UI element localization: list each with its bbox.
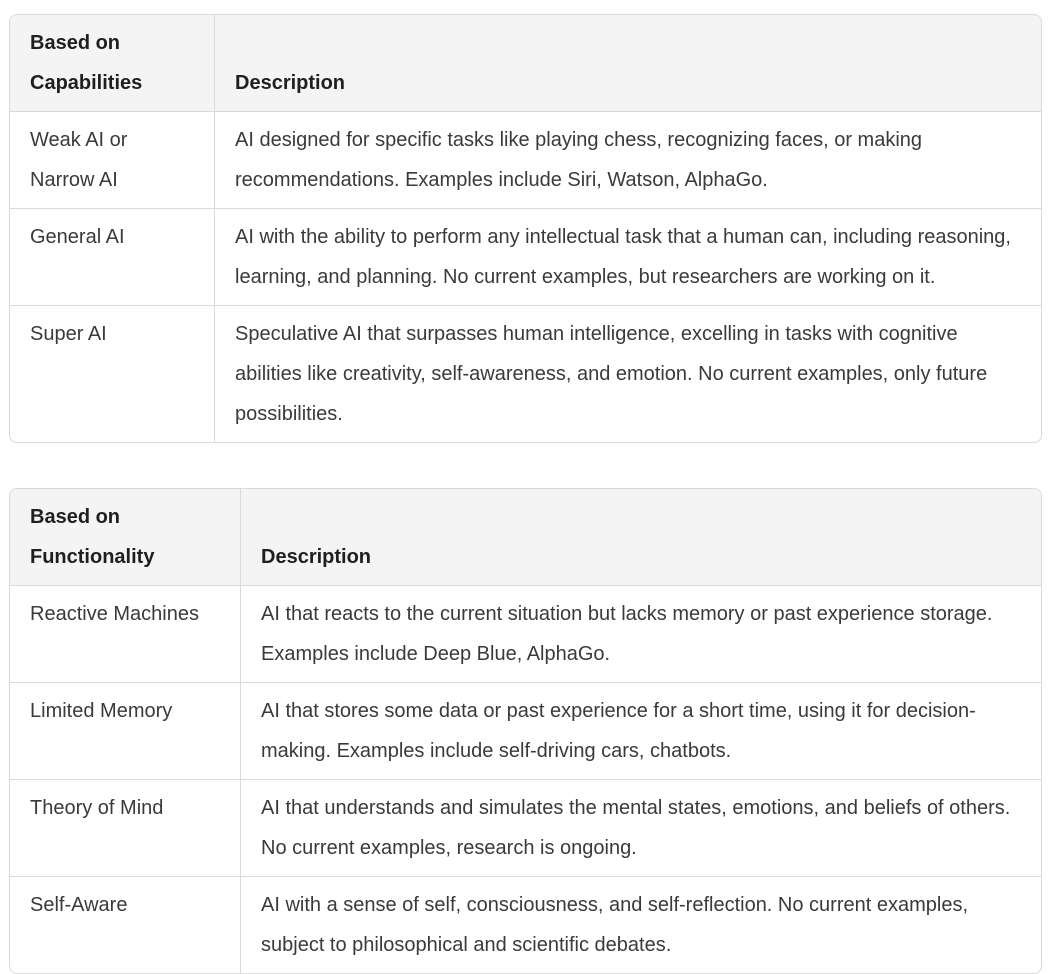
column-header-capabilities: Based on Capabilities <box>10 15 215 112</box>
type-cell: Super AI <box>10 306 215 442</box>
column-header-description: Description <box>241 489 1041 586</box>
functionality-table <box>9 488 1042 974</box>
column-header-functionality: Based on Functionality <box>10 489 241 586</box>
table-row <box>10 112 1041 209</box>
description-cell: Speculative AI that surpasses human intelligence, excelling in tasks with cognitive abilities like creativity, self-awareness, and emotion. No current examples, only future possibilities. <box>235 323 988 425</box>
table-row <box>10 877 1041 973</box>
type-cell: General AI <box>10 209 215 306</box>
type-cell: Theory of Mind <box>10 780 241 877</box>
table-row <box>10 683 1041 780</box>
table-row <box>10 306 1041 442</box>
description-cell: AI with the ability to perform any intellectual task that a human can, including reasoning, learning, and planning. No current examples, but researchers are working on it. <box>215 209 1041 306</box>
description-cell: AI with a sense of self, consciousness, and self-reflection. No current examples, subject to philosophical and scientific debates. <box>261 894 969 956</box>
type-cell: Self-Aware <box>10 877 241 973</box>
table-header-row <box>10 489 1041 586</box>
type-cell: Reactive Machines <box>10 586 241 683</box>
description-cell: AI designed for specific tasks like playing chess, recognizing faces, or making recommendations. Examples include Siri, Watson, AlphaGo. <box>215 112 1041 209</box>
description-cell: AI that understands and simulates the mental states, emotions, and beliefs of others. No current examples, research is ongoing. <box>241 780 1041 877</box>
table-row <box>10 780 1041 877</box>
column-header-description: Description <box>215 15 1041 112</box>
table-header-row <box>10 15 1041 112</box>
table-row <box>10 586 1041 683</box>
description-cell: AI that reacts to the current situation but lacks memory or past experience storage. Examples include Deep Blue, AlphaGo. <box>241 586 1041 683</box>
type-cell: Weak AI or Narrow AI <box>10 112 215 209</box>
type-cell: Limited Memory <box>10 683 241 780</box>
description-cell: AI that stores some data or past experience for a short time, using it for decision-making. Examples include self-driving cars, chatbots. <box>241 683 1041 780</box>
table-row <box>10 209 1041 306</box>
capabilities-table <box>9 14 1042 443</box>
